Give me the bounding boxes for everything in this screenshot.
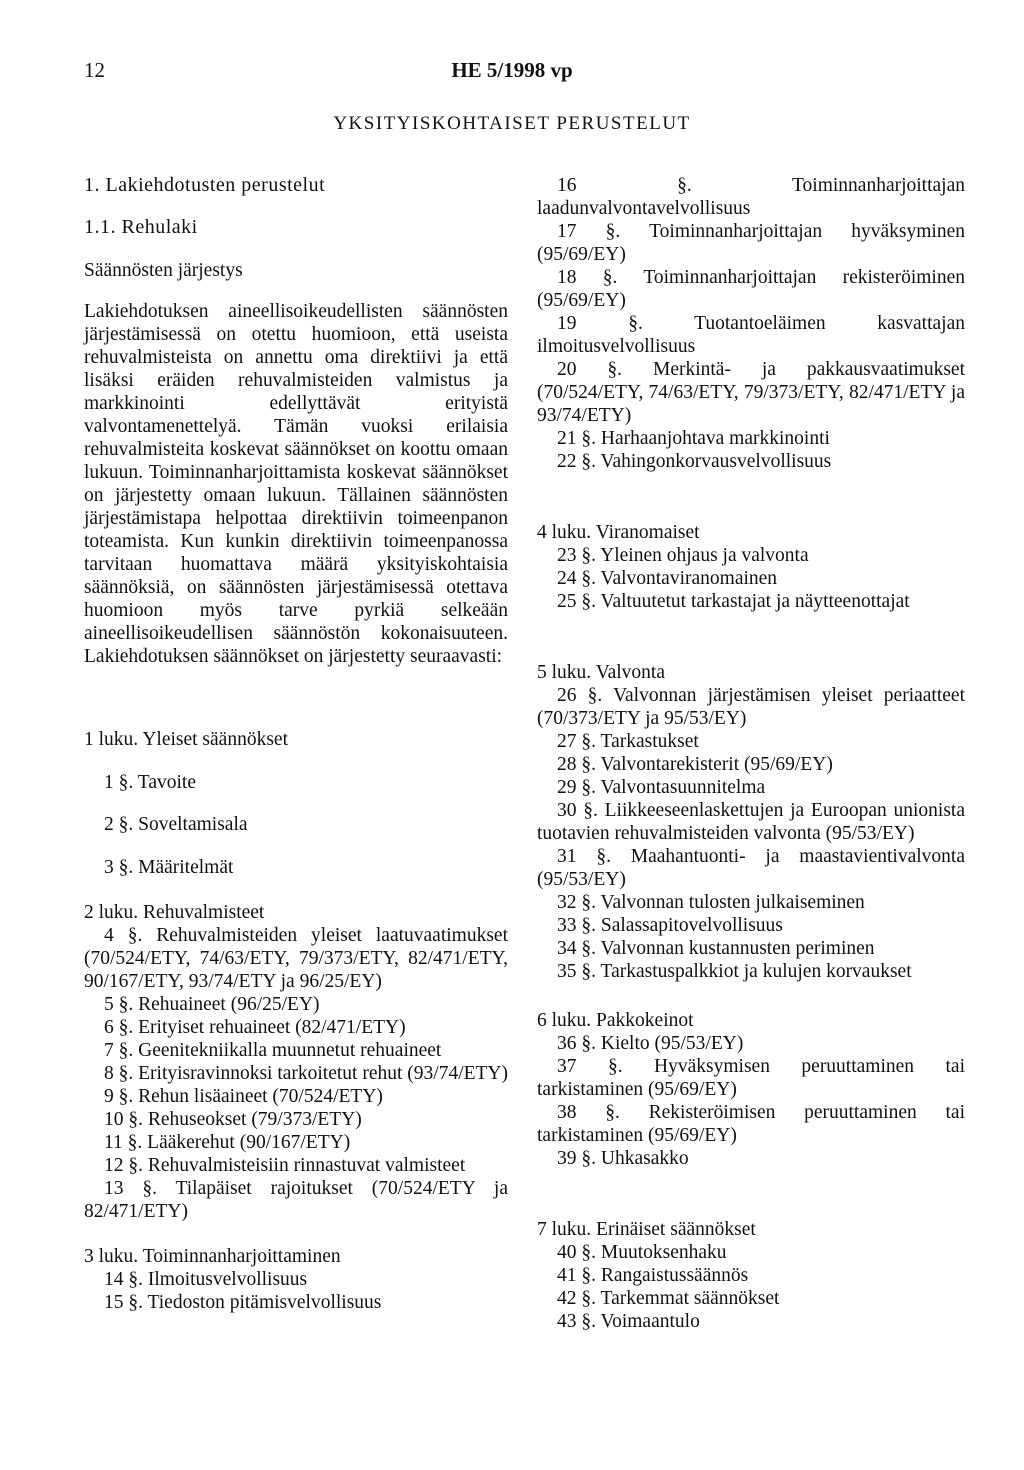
list-item: 31 §. Maahantuonti- ja maastavientivalvonta (95/53/EY) (537, 846, 965, 890)
chapter-title: 1 luku. Yleiset säännökset (84, 729, 288, 750)
list-item: 11 §. Lääkerehut (90/167/ETY) (104, 1131, 351, 1153)
list-item: 9 §. Rehun lisäaineet (70/524/ETY) (104, 1085, 383, 1107)
page-heading: YKSITYISKOHTAISET PERUSTELUT (333, 113, 691, 134)
list-item: 17 §. Toiminnanharjoittajan hyväksyminen (95/69/EY) (537, 221, 965, 265)
section-heading-1: 1. Lakiehdotusten perustelut (84, 174, 326, 196)
list-item: 4 §. Rehuvalmisteiden yleiset laatuvaatimukset (70/524/ETY, 74/63/ETY, 79/373/ETY, 82/471/ETY, 90/167/ETY, 93/74/ETY ja 96/25/EY) (84, 924, 508, 992)
list-item: 13 §. Tilapäiset rajoitukset (70/524/ETY ja 82/471/ETY) (84, 1177, 508, 1222)
list-item: 42 §. Tarkemmat säännökset (557, 1288, 780, 1309)
chapter-title: 3 luku. Toiminnanharjoittaminen (84, 1245, 341, 1267)
right-column (537, 174, 965, 1333)
chapter-title: 4 luku. Viranomaiset (537, 522, 700, 543)
list-item: 34 §. Valvonnan kustannusten periminen (557, 938, 875, 959)
list-item: 29 §. Valvontasuunnitelma (557, 777, 766, 798)
subheading: Säännösten järjestys (84, 260, 243, 281)
list-item: 30 §. Liikkeeseenlaskettujen ja Euroopan unionista tuotavien rehuvalmisteiden valvonta (95/53/EY) (537, 800, 965, 844)
list-item: 22 §. Vahingonkorvausvelvollisuus (557, 451, 832, 472)
list-item: 6 §. Erityiset rehuaineet (82/471/ETY) (104, 1016, 406, 1038)
section-heading-1-1: 1.1. Rehulaki (84, 216, 198, 238)
list-item: 16 §. Toiminnanharjoittajan laadunvalvontavelvollisuus (537, 175, 965, 219)
list-item: 33 §. Salassapitovelvollisuus (557, 915, 783, 936)
list-item: 28 §. Valvontarekisterit (95/69/EY) (557, 754, 833, 775)
list-item: 19 §. Tuotantoeläimen kasvattajan ilmoitusvelvollisuus (537, 313, 965, 357)
chapter-title: 6 luku. Pakkokeinot (537, 1010, 694, 1031)
chapter-title: 2 luku. Rehuvalmisteet (84, 901, 265, 923)
list-item: 3 §. Määritelmät (104, 856, 234, 878)
list-item: 7 §. Geenitekniikalla muunnetut rehuaineet (104, 1039, 442, 1061)
list-item: 36 §. Kielto (95/53/EY) (557, 1033, 744, 1054)
list-item: 35 §. Tarkastuspalkkiot ja kulujen korvaukset (557, 961, 912, 982)
list-item: 40 §. Muutoksenhaku (557, 1242, 727, 1263)
chapter-5 (537, 661, 965, 983)
list-item: 2 §. Soveltamisala (104, 814, 248, 835)
list-item: 10 §. Rehuseokset (79/373/ETY) (104, 1108, 362, 1130)
list-item: 43 §. Voimaantulo (557, 1311, 700, 1332)
list-item: 8 §. Erityisravinnoksi tarkoitetut rehut (93/74/ETY) (104, 1062, 509, 1084)
list-item: 15 §. Tiedoston pitämisvelvollisuus (104, 1291, 382, 1313)
list-item: 20 §. Merkintä- ja pakkausvaatimukset (70/524/ETY, 74/63/ETY, 79/373/ETY, 82/471/ETY ja 93/74/ETY) (537, 359, 965, 426)
chapter-4 (537, 521, 965, 613)
chapter-7 (537, 1218, 965, 1333)
page-number: 12 (84, 58, 105, 82)
list-item: 27 §. Tarkastukset (557, 731, 699, 752)
list-item: 32 §. Valvonnan tulosten julkaiseminen (557, 892, 865, 913)
chapter-2 (84, 901, 508, 1223)
chapter-title: 7 luku. Erinäiset säännökset (537, 1219, 756, 1240)
list-item: 12 §. Rehuvalmisteisiin rinnastuvat valmisteet (104, 1154, 466, 1176)
body-paragraph: Lakiehdotuksen aineellisoikeudellisten säännösten järjestämisessä on otettu huomioon, että useista rehuvalmisteista on annettu oma direktiivi ja että lisäksi eräiden rehuvalmisteiden valmistus ja markkinointi edellyttävät erityistä valvontamenettelyä. Tämän vuoksi erilaisia rehuvalmisteita koskevat säännökset on koottu omaan lukuun. Toiminnanharjoittamista koskevat säännökset on järjestetty omaan lukuun. Tällainen säännösten järjestämistapa helpottaa direktiivin toimeenpanon toteamista. Kun kunkin direktiivin toimeenpanossa tarvitaan huomattava määrä yksityiskohtaisia säännöksiä, on säännösten järjestämisessä otettava huomioon myös tarve pyrkiä selkeään aineellisoikeudellisen säännöstön kokonaisuuteen. Lakiehdotuksen säännökset on järjestetty seuraavasti: (84, 301, 508, 667)
document-id: HE 5/1998 vp (451, 58, 573, 82)
list-item: 5 §. Rehuaineet (96/25/EY) (104, 993, 320, 1015)
list-item: 23 §. Yleinen ohjaus ja valvonta (557, 545, 809, 566)
list-item: 39 §. Uhkasakko (557, 1148, 689, 1169)
list-item: 25 §. Valtuutetut tarkastajat ja näytteenottajat (557, 591, 910, 612)
list-item: 41 §. Rangaistussäännös (557, 1265, 749, 1286)
chapter-6 (537, 1009, 965, 1170)
chapter-3 (84, 1245, 508, 1314)
left-column (84, 174, 508, 1314)
chapter-1 (84, 728, 508, 879)
list-item: 18 §. Toiminnanharjoittajan rekisteröiminen (95/69/EY) (537, 267, 965, 311)
list-item: 1 §. Tavoite (104, 771, 196, 793)
chapter-title: 5 luku. Valvonta (537, 662, 666, 683)
list-item: 38 §. Rekisteröimisen peruuttaminen tai tarkistaminen (95/69/EY) (537, 1102, 965, 1146)
chapter-3-continued (537, 174, 965, 473)
list-item: 37 §. Hyväksymisen peruuttaminen tai tarkistaminen (95/69/EY) (537, 1056, 965, 1100)
left-toc (84, 728, 508, 1314)
list-item: 14 §. Ilmoitusvelvollisuus (104, 1268, 308, 1290)
list-item: 26 §. Valvonnan järjestämisen yleiset periaatteet (70/373/ETY ja 95/53/EY) (537, 685, 965, 729)
list-item: 21 §. Harhaanjohtava markkinointi (557, 428, 830, 449)
list-item: 24 §. Valvontaviranomainen (557, 568, 778, 589)
